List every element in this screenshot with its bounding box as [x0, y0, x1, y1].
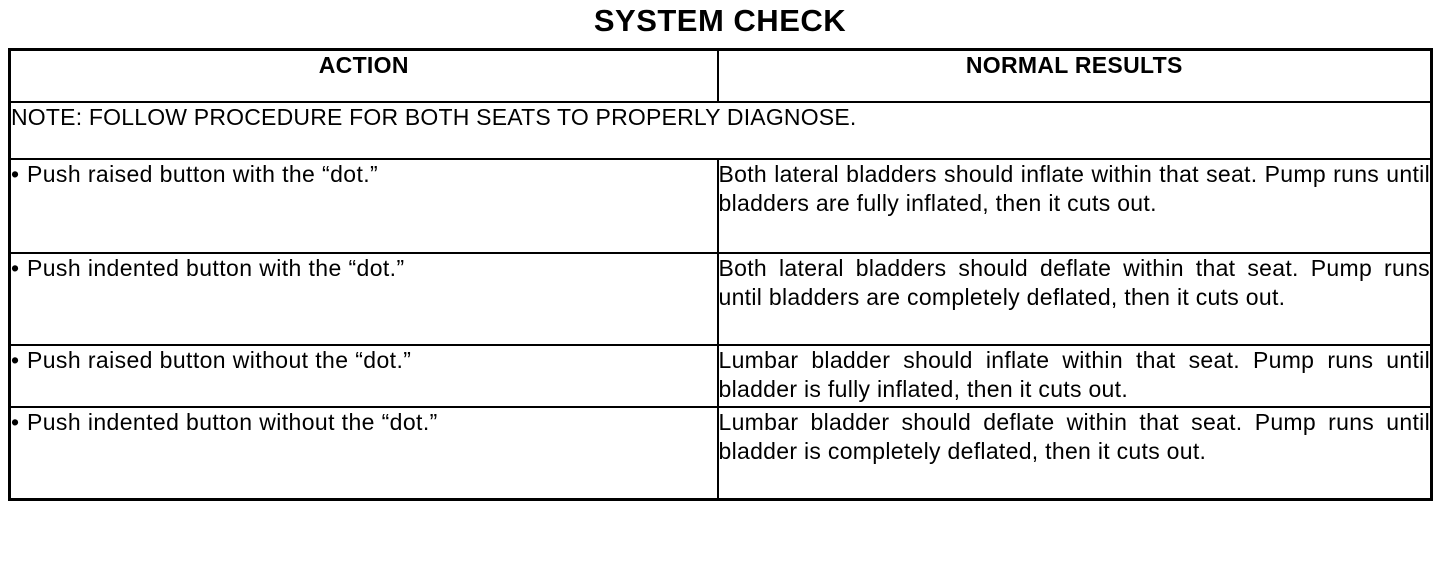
result-cell: Lumbar bladder should inflate within that seat. Pump runs until bladder is fully inflated, then it cuts out.	[718, 345, 1432, 407]
action-cell	[10, 407, 718, 500]
action-cell	[10, 345, 718, 407]
table-row	[10, 159, 1432, 253]
table-row	[10, 407, 1432, 500]
bullet-icon: •	[11, 409, 20, 435]
note-row	[10, 102, 1432, 159]
result-cell: Both lateral bladders should inflate within that seat. Pump runs until bladders are fully inflated, then it cuts out.	[718, 159, 1432, 253]
note-text: NOTE: FOLLOW PROCEDURE FOR BOTH SEATS TO PROPERLY DIAGNOSE.	[10, 102, 1432, 159]
system-check-table	[8, 48, 1433, 501]
column-header-normal-results: NORMAL RESULTS	[718, 50, 1432, 103]
action-text: Push raised button with the “dot.”	[27, 161, 379, 187]
page-title: SYSTEM CHECK	[593, 3, 847, 38]
table-row	[10, 345, 1432, 407]
header-row	[10, 50, 1432, 103]
bullet-icon: •	[11, 347, 20, 373]
result-cell: Both lateral bladders should deflate within that seat. Pump runs until bladders are completely deflated, then it cuts out.	[718, 253, 1432, 345]
result-cell: Lumbar bladder should deflate within that seat. Pump runs until bladder is completely deflated, then it cuts out.	[718, 407, 1432, 500]
action-text: Push indented button without the “dot.”	[27, 409, 438, 435]
bullet-icon: •	[11, 161, 20, 187]
action-text: Push indented button with the “dot.”	[27, 255, 405, 281]
action-cell	[10, 159, 718, 253]
bullet-icon: •	[11, 255, 20, 281]
column-header-action: ACTION	[10, 50, 718, 103]
action-cell	[10, 253, 718, 345]
table-row	[10, 253, 1432, 345]
action-text: Push raised button without the “dot.”	[27, 347, 412, 373]
